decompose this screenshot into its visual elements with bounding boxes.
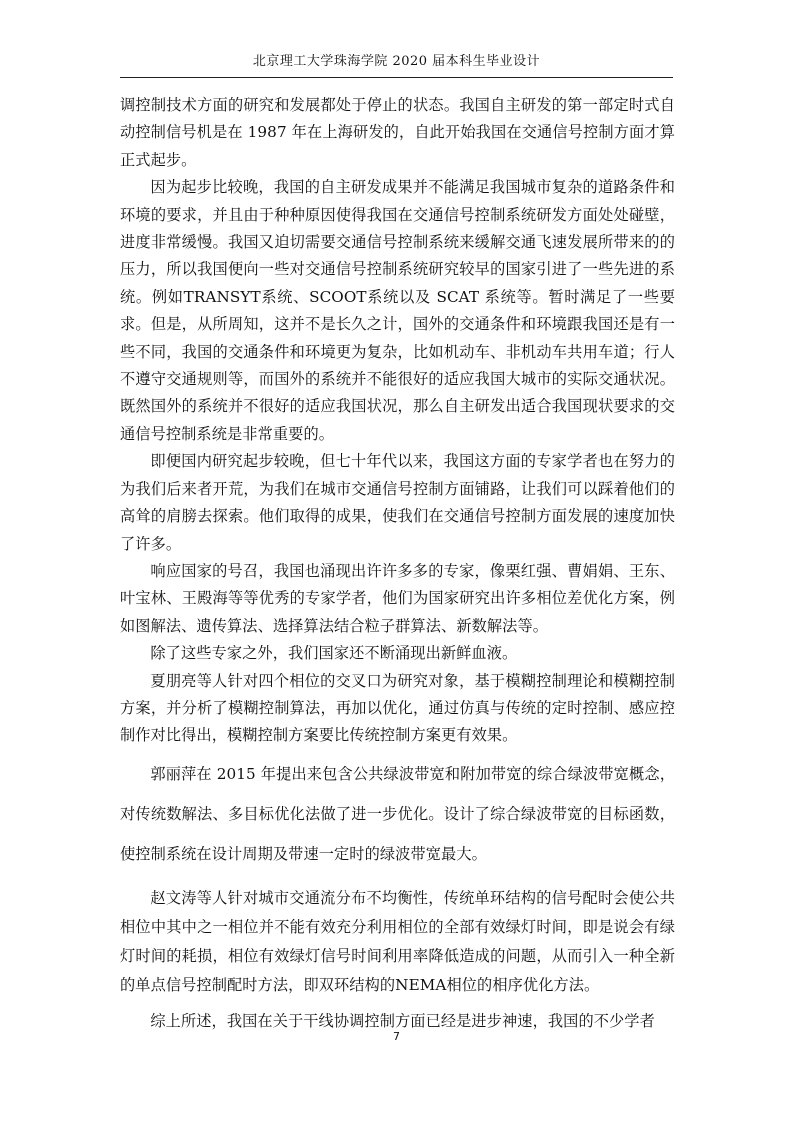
page-number: 7 <box>393 1030 400 1043</box>
page-header <box>120 53 673 78</box>
paragraph-5: 除了这些专家之外，我们国家还不断涌现出新鲜血液。 <box>150 644 518 663</box>
document-body <box>120 92 675 1035</box>
page-footer <box>0 1030 793 1043</box>
paragraph-6: 夏朋亮等人针对四个相位的交叉口为研究对象，基于模糊控制理论和模糊控制方案，并分析了模糊控制算法，再加以优化，通过仿真与传统的定时控制、感应控制作对比得出，模糊控制方案要比传统控制方案更有效果。 <box>120 671 675 745</box>
paragraph-3: 即便国内研究起步较晚，但七十年代以来，我国这方面的专家学者也在努力的为我们后来者开荒，为我们在城市交通信号控制方面铺路，让我们可以踩着他们的高耸的肩膀去探索。他们取得的成果，使我们在交通信号控制方面发展的速度加快了许多。 <box>120 452 675 553</box>
paragraph-7: 郭丽萍在 2015 年提出来包含公共绿波带宽和附加带宽的综合绿波带宽概念，对传统数解法、多目标优化法做了进一步优化。设计了综合绿波带宽的目标函数，使控制系统在设计周期及带速一定时的绿波带宽最大。 <box>120 764 675 863</box>
paragraph-4: 响应国家的号召，我国也涌现出许许多多的专家，像栗红强、曹娟娟、王东、叶宝林、王殿海等等优秀的专家学者，他们为国家研究出许多相位差优化方案，例如图解法、遗传算法、选择算法结合粒子群算法、新数解法等。 <box>120 561 675 635</box>
paragraph-8: 赵文涛等人针对城市交通流分布不均衡性，传统单环结构的信号配时会使公共相位中其中之一相位并不能有效充分利用相位的全部有效绿灯时间，即是说会有绿灯时间的耗损，相位有效绿灯信号时间利用率降低造成的问题，从而引入一种全新的单点信号控制配时方法，即双环结构的NEMA相位的相序优化方法。 <box>120 888 675 994</box>
paragraph-9: 综上所述，我国在关于干线协调控制方面已经是进步神速，我国的不少学者 <box>150 1011 655 1030</box>
paragraph-1: 调控制技术方面的研究和发展都处于停止的状态。我国自主研发的第一部定时式自动控制信号机是在 1987 年在上海研发的，自此开始我国在交通信号控制方面才算正式起步。 <box>120 96 675 169</box>
header-title: 北京理工大学珠海学院 2020 届本科生毕业设计 <box>252 54 541 69</box>
paragraph-2: 因为起步比较晚，我国的自主研发成果并不能满足我国城市复杂的道路条件和环境的要求，并且由于种种原因使得我国在交通信号控制系统研发方面处处碰壁，进度非常缓慢。我国又迫切需要交通信号控制系统来缓解交通飞速发展所带来的的压力，所以我国便向一些对交通信号控制系统研究较早的国家引进了一些先进的系统。例如TRANSYT系统、SCOOT系统以及 SCAT 系统等。暂时满足了一些要求。但是，从所周知，这并不是长久之计，国外的交通条件和环境跟我国还是有一些不同，我国的交通条件和环境更为复杂，比如机动车、非机动车共用车道；行人不遵守交通规则等，而国外的系统并不能很好的适应我国大城市的实际交通状况。既然国外的系统并不很好的适应我国状况，那么自主研发出适合我国现状要求的交通信号控制系统是非常重要的。 <box>120 178 675 443</box>
